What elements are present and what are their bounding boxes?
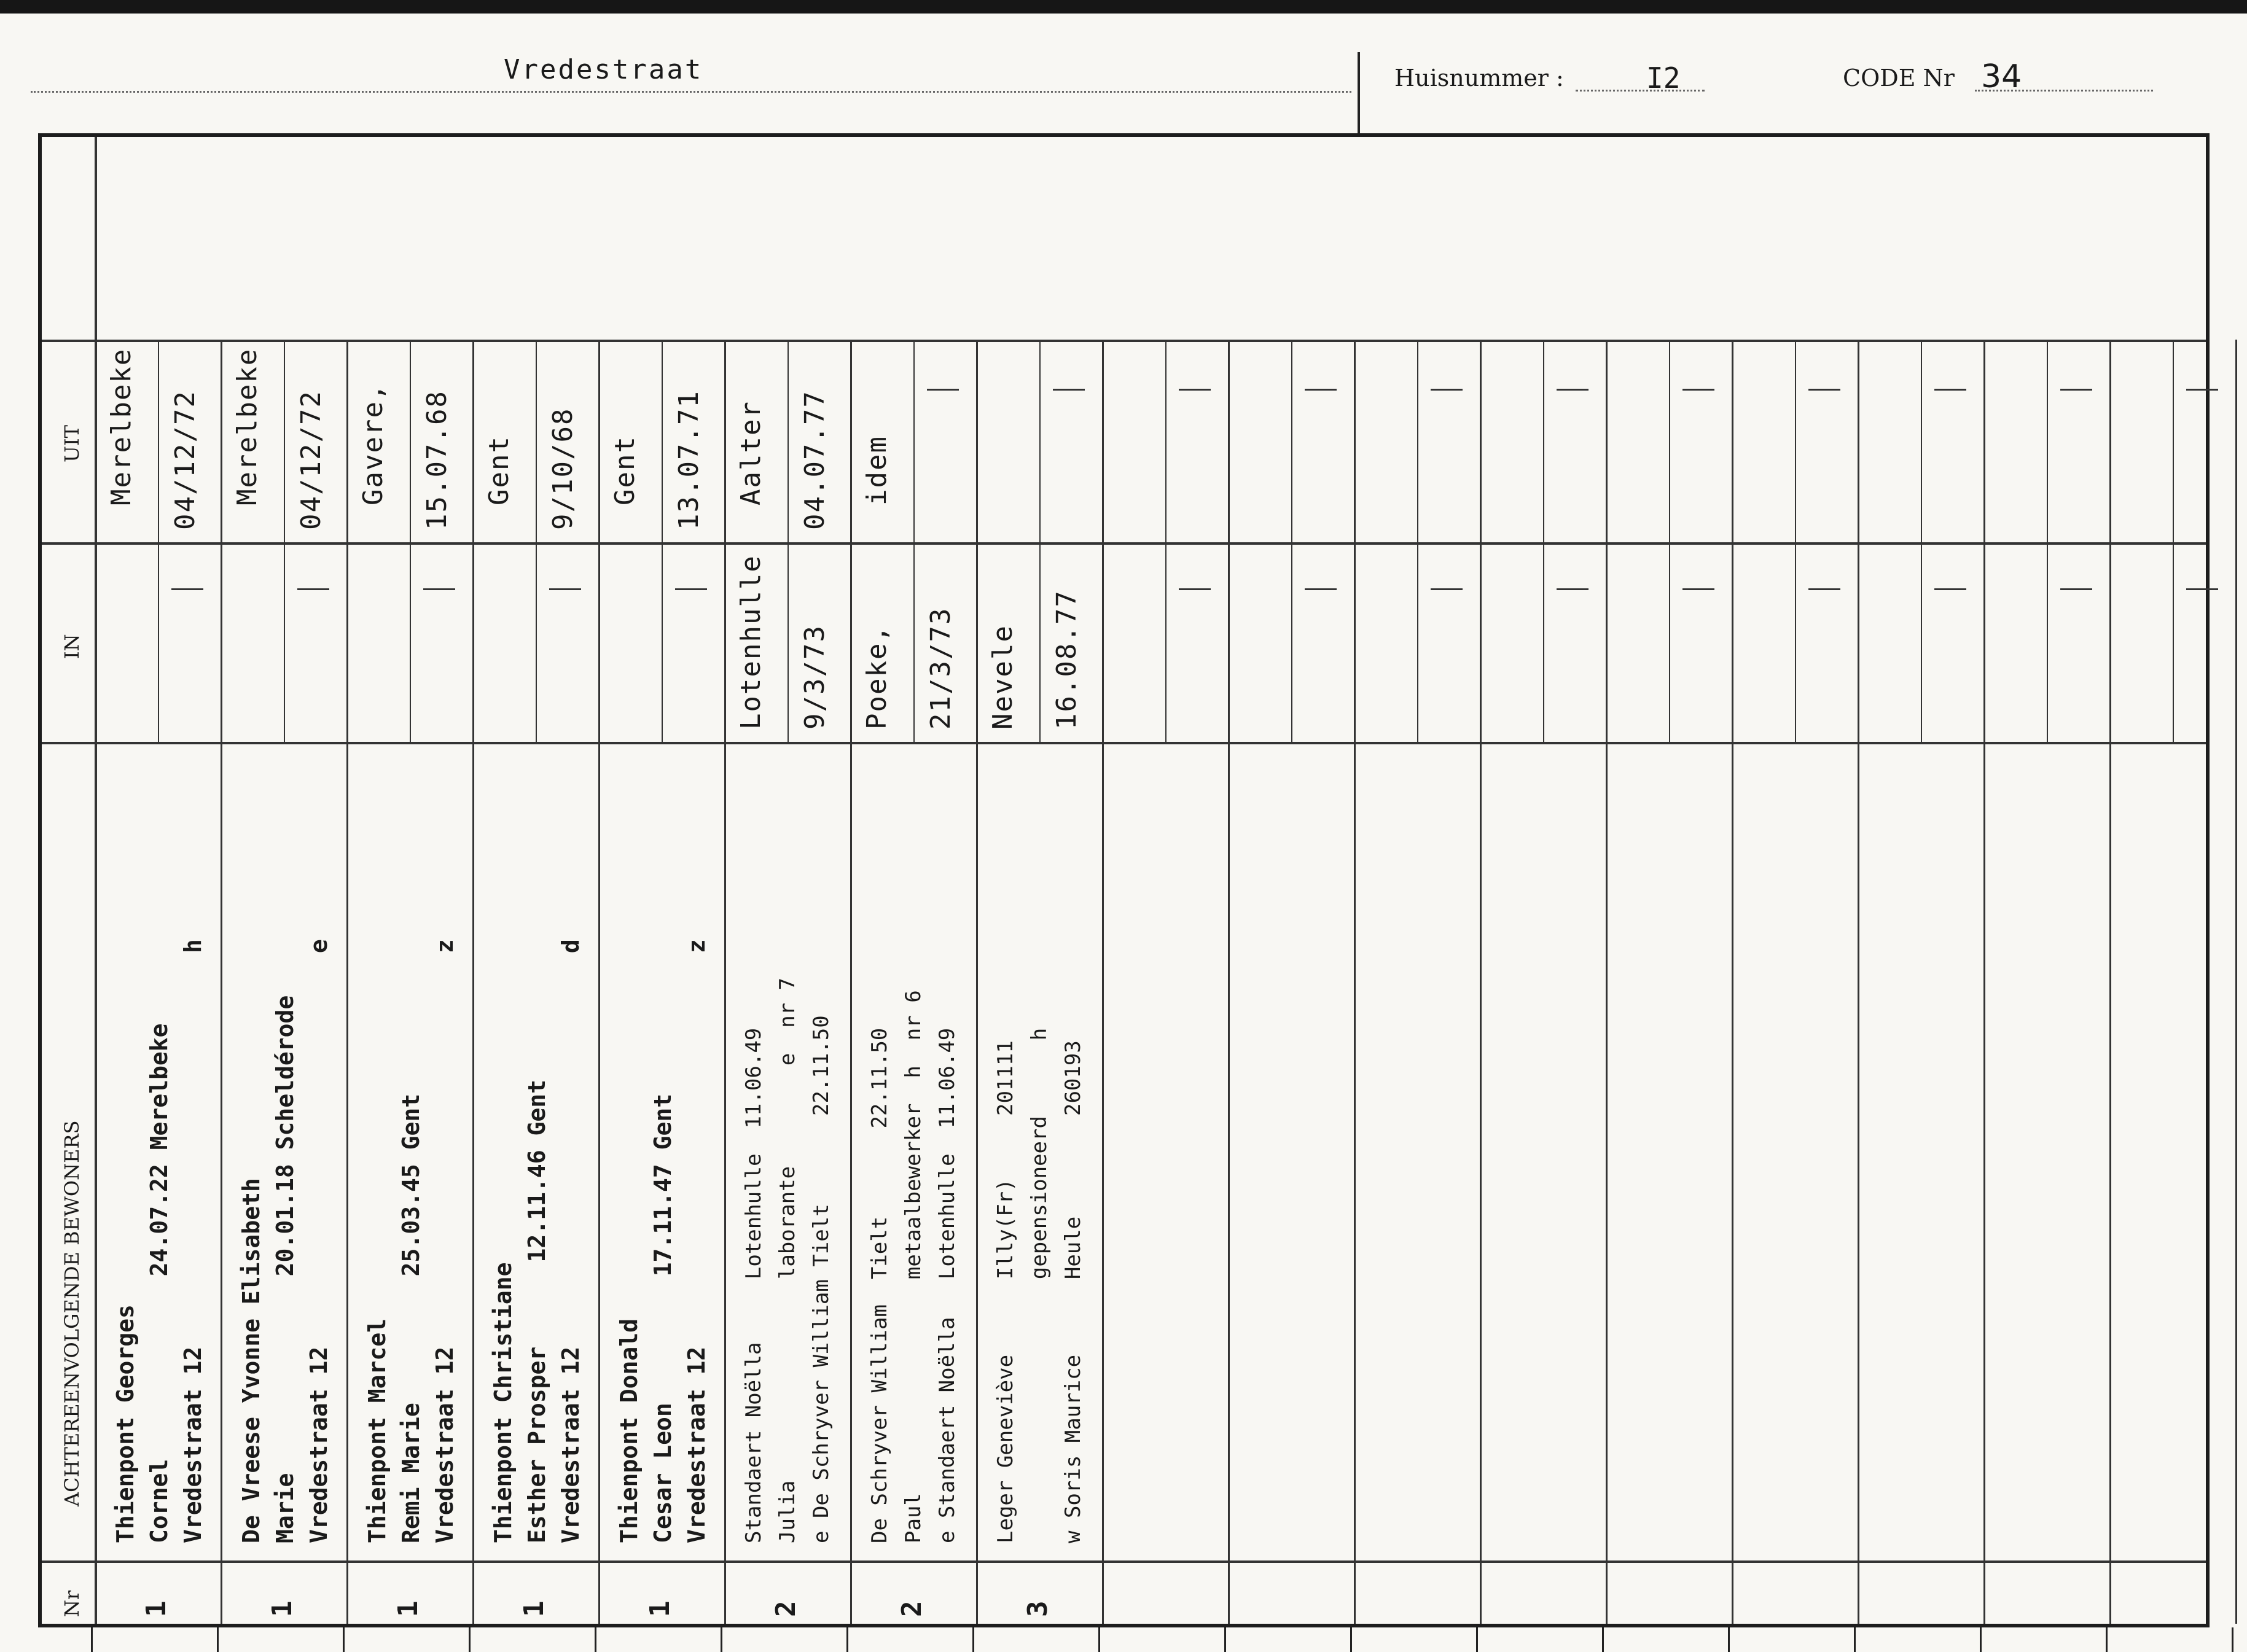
column-border xyxy=(598,340,600,1624)
bottom-tick xyxy=(846,1627,848,1652)
bottom-tick xyxy=(721,1627,722,1652)
resident-line: Vredestraat 12 e xyxy=(305,939,332,1543)
uit-half-border xyxy=(662,340,663,542)
in-half-border xyxy=(410,542,411,742)
column-border xyxy=(1228,340,1230,1624)
resident-line: w Soris Maurice Heule 260193 xyxy=(1061,1040,1085,1543)
bottom-tick xyxy=(1602,1627,1604,1652)
label-column-border xyxy=(95,137,97,1624)
in-half-border xyxy=(158,542,159,742)
bottom-tick xyxy=(217,1627,219,1652)
street-dotted-line xyxy=(31,91,1351,93)
uit-half-border xyxy=(913,340,915,542)
empty-uit-dash xyxy=(2060,389,2092,391)
in-half-border xyxy=(1165,542,1166,742)
resident-line: Paul metaalbewerker h nr 6 xyxy=(901,990,926,1543)
bottom-tick xyxy=(1980,1627,1982,1652)
in-half-border xyxy=(1669,542,1670,742)
column-border xyxy=(850,340,852,1624)
entry-nr: 1 xyxy=(267,1600,298,1617)
bottom-tick xyxy=(1098,1627,1100,1652)
uit-date: 13.07.71 xyxy=(673,390,705,530)
uit-half-border xyxy=(1291,340,1292,542)
resident-line: Thienpont Georges xyxy=(112,1304,139,1543)
empty-uit-dash xyxy=(1179,389,1211,391)
column-border xyxy=(1480,340,1482,1624)
in-dash xyxy=(423,588,455,590)
in-date: 16.08.77 xyxy=(1051,590,1082,730)
empty-in-dash xyxy=(1305,588,1337,590)
bottom-tick-marks xyxy=(25,1627,2199,1652)
column-border xyxy=(1354,340,1356,1624)
resident-line: De Schryver William Tielt 22.11.50 xyxy=(867,1027,892,1543)
in-half-border xyxy=(1921,542,1922,742)
resident-line: Marie 20.01.18 Scheldérode xyxy=(272,995,299,1543)
in-half-border xyxy=(913,542,915,742)
uit-date: 04/12/72 xyxy=(170,390,201,530)
empty-uit-dash xyxy=(1934,389,1966,391)
header-divider xyxy=(1358,52,1360,135)
column-border xyxy=(976,340,978,1624)
bottom-tick xyxy=(343,1627,345,1652)
bewoners-column-label: ACHTEREENVOLGENDE BEWONERS xyxy=(60,1120,84,1506)
resident-line: e De Schryver William Tielt 22.11.50 xyxy=(809,1015,834,1543)
empty-in-dash xyxy=(1179,588,1211,590)
resident-line: Thienpont Donald xyxy=(615,1318,643,1543)
resident-line: Vredestraat 12 h xyxy=(179,939,206,1543)
empty-uit-dash xyxy=(1305,389,1337,391)
resident-line: gepensioneerd h xyxy=(1027,1027,1052,1543)
empty-in-dash xyxy=(1557,588,1589,590)
bottom-tick xyxy=(1476,1627,1478,1652)
resident-line: Esther Prosper 12.11.46 Gent xyxy=(523,1080,550,1543)
in-half-border xyxy=(1291,542,1292,742)
uit-place: Gavere, xyxy=(358,383,389,505)
resident-line: Vredestraat 12 z xyxy=(431,939,458,1543)
uit-date: 04.07.77 xyxy=(799,390,830,530)
uit-half-border xyxy=(1165,340,1166,542)
resident-line: Vredestraat 12 d xyxy=(557,939,584,1543)
empty-in-dash xyxy=(1682,588,1714,590)
in-half-border xyxy=(1543,542,1544,742)
bottom-tick xyxy=(2106,1627,2108,1652)
bottom-tick xyxy=(972,1627,974,1652)
uit-dash xyxy=(1053,389,1085,391)
uit-half-border xyxy=(1039,340,1041,542)
uit-place: Merelbeke xyxy=(232,348,263,505)
empty-in-dash xyxy=(2186,588,2218,590)
uit-half-border xyxy=(2047,340,2048,542)
resident-line: Thienpont Marcel xyxy=(364,1318,391,1543)
in-half-border xyxy=(2173,542,2174,742)
column-border xyxy=(1732,340,1733,1624)
uit-half-border xyxy=(536,340,537,542)
uit-dash xyxy=(927,389,959,391)
column-border xyxy=(1606,340,1608,1624)
entry-nr: 1 xyxy=(518,1600,550,1617)
resident-line: e Standaert Noëlla Lotenhulle 11.06.49 xyxy=(935,1027,959,1543)
uit-half-border xyxy=(410,340,411,542)
in-date: 21/3/73 xyxy=(925,607,956,730)
uit-date: 04/12/72 xyxy=(295,390,327,530)
in-half-border xyxy=(1417,542,1418,742)
uit-place: Merelbeke xyxy=(106,348,137,505)
in-half-border xyxy=(284,542,285,742)
column-border xyxy=(1983,340,1985,1624)
resident-line: Cornel 24.07.22 Merelbeke xyxy=(146,1023,173,1543)
empty-in-dash xyxy=(1808,588,1840,590)
in-place: Nevele xyxy=(987,625,1018,730)
column-border xyxy=(472,340,474,1624)
empty-in-dash xyxy=(2060,588,2092,590)
resident-line: Vredestraat 12 z xyxy=(683,939,710,1543)
street-name: Vredestraat xyxy=(504,54,703,85)
entry-nr: 2 xyxy=(770,1600,802,1617)
resident-line: Standaert Noëlla Lotenhulle 11.06.49 xyxy=(741,1027,766,1543)
in-dash xyxy=(297,588,329,590)
empty-uit-dash xyxy=(1431,389,1463,391)
bewoners-nr-border xyxy=(42,1560,2206,1563)
bottom-tick xyxy=(469,1627,471,1652)
resident-line: Remi Marie 25.03.45 Gent xyxy=(397,1093,424,1543)
bottom-tick xyxy=(595,1627,596,1652)
register-form xyxy=(38,133,2210,1627)
in-dash xyxy=(549,588,581,590)
bottom-tick xyxy=(2232,1627,2233,1652)
in-column-label: IN xyxy=(60,634,84,659)
resident-line: Thienpont Christiane xyxy=(490,1262,517,1543)
huisnummer-dotted-line xyxy=(1576,90,1705,92)
uit-half-border xyxy=(1543,340,1544,542)
uit-in-border xyxy=(42,542,2206,545)
in-place: Lotenhulle xyxy=(735,555,767,730)
empty-uit-dash xyxy=(1808,389,1840,391)
uit-column-label: UIT xyxy=(60,425,84,462)
uit-place: Aalter xyxy=(735,400,767,505)
in-half-border xyxy=(536,542,537,742)
empty-in-dash xyxy=(1934,588,1966,590)
uit-half-border xyxy=(158,340,159,542)
empty-uit-dash xyxy=(1557,389,1589,391)
in-half-border xyxy=(2047,542,2048,742)
uit-half-border xyxy=(1795,340,1796,542)
entry-nr: 1 xyxy=(644,1600,676,1617)
uit-top-border xyxy=(42,340,2206,342)
nr-column-label: Nr xyxy=(60,1590,84,1617)
resident-line: Leger Geneviève Illy(Fr) 201111 xyxy=(993,1040,1018,1543)
in-place: Poeke, xyxy=(861,625,893,730)
entry-nr: 3 xyxy=(1022,1600,1053,1617)
bottom-tick xyxy=(91,1627,93,1652)
huisnummer-value: I2 xyxy=(1646,61,1681,95)
uit-half-border xyxy=(787,340,789,542)
uit-half-border xyxy=(1417,340,1418,542)
in-half-border xyxy=(787,542,789,742)
uit-place: Gent xyxy=(483,435,515,505)
scan-top-edge xyxy=(0,0,2247,14)
resident-line: De Vreese Yvonne Elisabeth xyxy=(238,1178,265,1543)
empty-in-dash xyxy=(1431,588,1463,590)
code-label: CODE Nr xyxy=(1843,64,1955,92)
in-half-border xyxy=(1795,542,1796,742)
bottom-tick xyxy=(1854,1627,1856,1652)
uit-half-border xyxy=(1921,340,1922,542)
uit-place: idem xyxy=(861,435,893,505)
uit-place: Gent xyxy=(609,435,641,505)
resident-line: Julia laborante e nr 7 xyxy=(775,977,800,1543)
code-dotted-line xyxy=(1975,90,2153,92)
code-value: 34 xyxy=(1981,58,2022,95)
entry-nr: 1 xyxy=(141,1600,172,1617)
column-border xyxy=(2109,340,2111,1624)
column-border xyxy=(346,340,348,1624)
resident-line: Cesar Leon 17.11.47 Gent xyxy=(649,1093,676,1543)
uit-date: 9/10/68 xyxy=(547,407,579,530)
uit-half-border xyxy=(2173,340,2174,542)
in-half-border xyxy=(1039,542,1041,742)
bottom-tick xyxy=(1728,1627,1730,1652)
uit-half-border xyxy=(1669,340,1670,542)
bottom-tick xyxy=(1224,1627,1226,1652)
bottom-tick xyxy=(1350,1627,1352,1652)
uit-half-border xyxy=(284,340,285,542)
column-border xyxy=(1102,340,1104,1624)
entry-nr: 1 xyxy=(393,1600,424,1617)
in-dash xyxy=(675,588,707,590)
huisnummer-label: Huisnummer : xyxy=(1394,64,1564,92)
column-border xyxy=(221,340,222,1624)
empty-uit-dash xyxy=(2186,389,2218,391)
in-half-border xyxy=(662,542,663,742)
column-border xyxy=(2235,340,2237,1624)
entry-nr: 2 xyxy=(896,1600,928,1617)
in-date: 9/3/73 xyxy=(799,625,830,730)
column-border xyxy=(1858,340,1859,1624)
in-bewoners-border xyxy=(42,742,2206,744)
uit-date: 15.07.68 xyxy=(421,390,453,530)
column-border xyxy=(724,340,726,1624)
in-dash xyxy=(171,588,203,590)
empty-uit-dash xyxy=(1682,389,1714,391)
